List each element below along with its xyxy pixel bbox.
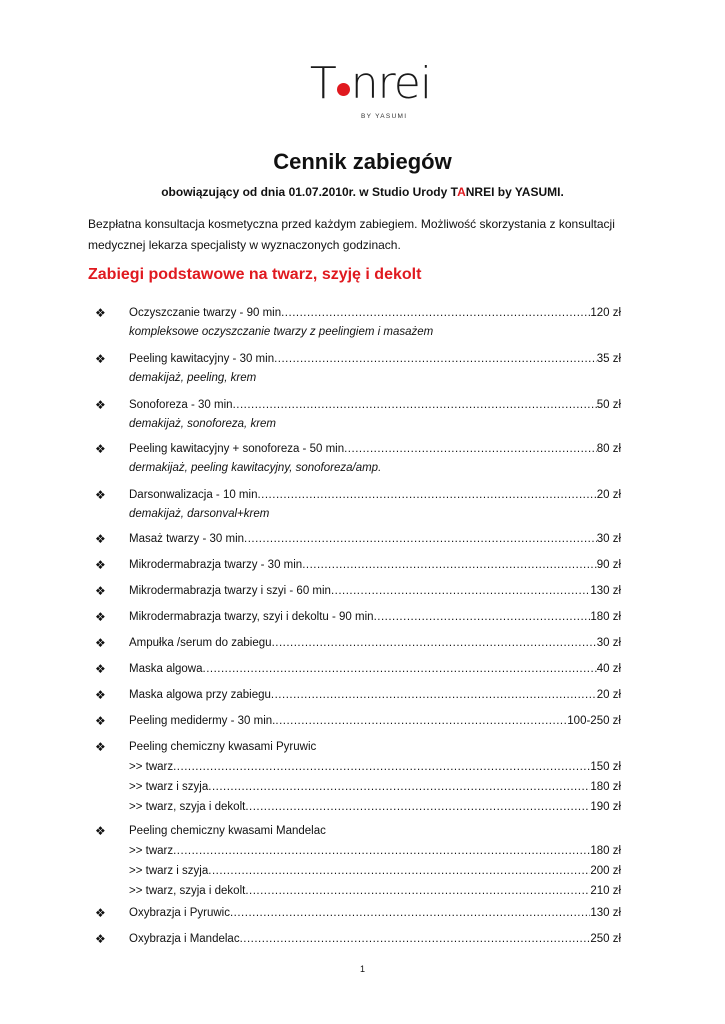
logo-letter-t: T: [309, 58, 336, 109]
price-row: [129, 608, 621, 627]
treatment-name: Mikrodermabrazja twarzy i szyi - 60 min: [129, 585, 331, 597]
treatment-price: 30 zł: [596, 637, 621, 649]
dot-leader: [208, 862, 590, 881]
bullet-icon: ❖: [95, 558, 106, 572]
treatment-name: Maska algowa przy zabiegu: [129, 689, 271, 701]
treatment-price: 180 zł: [590, 845, 621, 857]
treatment-price: 130 zł: [590, 907, 621, 919]
treatment-price: 190 zł: [590, 801, 621, 813]
logo-wordmark: [0, 58, 725, 109]
subtitle-part-2: NREI by YASUMI.: [465, 185, 564, 199]
treatment-name: >> twarz i szyja: [129, 781, 209, 793]
logo-letters-rest: nrei: [350, 58, 432, 109]
price-row: [129, 758, 621, 777]
dot-leader: [331, 582, 590, 601]
price-row: [129, 930, 621, 949]
treatment-price: 40 zł: [596, 663, 621, 675]
treatment-heading: Peeling chemiczny kwasami Mandelac: [129, 825, 326, 837]
bullet-icon: ❖: [95, 488, 106, 502]
intro-paragraph: Bezpłatna konsultacja kosmetyczna przed każdym zabiegiem. Możliwość skorzystania z konsultacji medycznej lekarza specjalisty w wyznaczonych godzinach.: [88, 217, 615, 252]
dot-leader: [344, 440, 597, 459]
treatment-price: 90 zł: [596, 559, 621, 571]
treatment-name: Peeling medidermy - 30 min.: [129, 715, 276, 727]
treatment-price: 35 zł: [596, 353, 621, 365]
bullet-icon: ❖: [95, 306, 106, 320]
price-row: [129, 634, 621, 653]
bullet-icon: ❖: [95, 824, 106, 838]
page-title: Cennik zabiegów: [273, 149, 452, 174]
treatment-name: >> twarz, szyja i dekolt: [129, 801, 246, 813]
dot-leader: [173, 842, 590, 861]
dot-leader: [240, 930, 591, 949]
bullet-icon: ❖: [95, 662, 106, 676]
treatment-description: demakijaż, peeling, krem: [129, 372, 257, 384]
bullet-icon: ❖: [95, 740, 106, 754]
bullet-icon: ❖: [95, 688, 106, 702]
dot-leader: [173, 758, 590, 777]
page-number: 1: [359, 964, 365, 974]
treatment-name: Oczyszczanie twarzy - 90 min: [129, 307, 282, 319]
dot-leader: [245, 798, 590, 817]
treatment-price: 180 zł: [590, 611, 621, 623]
price-row: [129, 556, 621, 575]
treatment-name: Peeling kawitacyjny - 30 min: [129, 353, 275, 365]
price-row: [129, 396, 621, 415]
price-row: [129, 882, 621, 901]
price-row: [129, 862, 621, 881]
dot-leader: [374, 608, 591, 627]
price-row: [129, 660, 621, 679]
treatment-name: >> twarz: [129, 845, 174, 857]
subtitle-part-1: obowiązujący od dnia 01.07.2010r. w Studio Urody T: [161, 185, 458, 199]
treatment-name: Mikrodermabrazja twarzy - 30 min: [129, 559, 303, 571]
treatment-price: 200 zł: [590, 865, 621, 877]
dot-leader: [281, 304, 590, 323]
price-row: [129, 842, 621, 861]
dot-leader: [230, 904, 590, 923]
bullet-icon: ❖: [95, 636, 106, 650]
section-title: Zabiegi podstawowe na twarz, szyję i dekolt: [88, 266, 422, 283]
dot-leader: [233, 396, 597, 415]
bullet-icon: ❖: [95, 532, 106, 546]
treatment-name: Maska algowa: [129, 663, 203, 675]
treatment-price: 20 zł: [596, 689, 621, 701]
treatment-name: Masaż twarzy - 30 min: [129, 533, 245, 545]
price-row: [129, 778, 621, 797]
dot-leader: [274, 350, 597, 369]
treatment-name: Sonoforeza - 30 min: [129, 399, 233, 411]
price-row: [129, 350, 621, 369]
treatment-name: Oxybrazja i Pyruwic: [129, 907, 230, 919]
dot-leader: [272, 634, 597, 653]
treatment-name: Peeling kawitacyjny + sonoforeza - 50 min: [129, 443, 345, 455]
treatment-name: Ampułka /serum do zabiegu: [129, 637, 272, 649]
price-row: [129, 904, 621, 923]
dot-leader: [208, 778, 590, 797]
treatment-price: 50 zł: [596, 399, 621, 411]
price-row: [129, 440, 621, 459]
treatment-price: 20 zł: [596, 489, 621, 501]
treatment-price: 120 zł: [590, 307, 621, 319]
dot-leader: [302, 556, 597, 575]
logo-dot-icon: [337, 83, 350, 96]
treatment-price: 30 zł: [596, 533, 621, 545]
price-row: [129, 486, 621, 505]
treatment-description: kompleksowe oczyszczanie twarzy z peelingiem i masażem: [129, 326, 434, 338]
bullet-icon: ❖: [95, 610, 106, 624]
bullet-icon: ❖: [95, 584, 106, 598]
treatment-price: 150 zł: [590, 761, 621, 773]
treatment-name: >> twarz i szyja: [129, 865, 209, 877]
treatment-name: >> twarz: [129, 761, 174, 773]
treatment-name: Oxybrazja i Mandelac: [129, 933, 240, 945]
bullet-icon: ❖: [95, 932, 106, 946]
bullet-icon: ❖: [95, 352, 106, 366]
treatment-price: 210 zł: [590, 885, 621, 897]
treatment-name: Darsonwalizacja - 10 min: [129, 489, 258, 501]
price-row: [129, 712, 621, 731]
price-row: [129, 582, 621, 601]
treatment-price: 180 zł: [590, 781, 621, 793]
treatment-price: 130 zł: [590, 585, 621, 597]
treatment-description: demakijaż, sonoforeza, krem: [129, 418, 277, 430]
price-row: [129, 530, 621, 549]
treatment-price: 250 zł: [590, 933, 621, 945]
treatment-price: 100-250 zł: [567, 715, 621, 727]
bullet-icon: ❖: [95, 398, 106, 412]
bullet-icon: ❖: [95, 442, 106, 456]
dot-leader: [257, 486, 596, 505]
treatment-description: demakijaż, darsonval+krem: [129, 508, 270, 520]
dot-leader: [203, 660, 597, 679]
logo-subtitle: BY YASUMI: [361, 113, 408, 120]
treatment-name: >> twarz, szyja i dekolt: [129, 885, 246, 897]
bullet-icon: ❖: [95, 906, 106, 920]
treatment-name: Mikrodermabrazja twarzy, szyi i dekoltu - 90 min: [129, 611, 374, 623]
bullet-icon: ❖: [95, 714, 106, 728]
dot-leader: [244, 530, 597, 549]
dot-leader: [245, 882, 590, 901]
dot-leader: [275, 712, 567, 731]
page-subtitle: [0, 185, 725, 199]
price-row: [129, 798, 621, 817]
treatment-price: 80 zł: [596, 443, 621, 455]
dot-leader: [271, 686, 597, 705]
subtitle-accent: A: [457, 185, 466, 199]
price-row: [129, 686, 621, 705]
treatment-description: dermakijaż, peeling kawitacyjny, sonoforeza/amp.: [129, 462, 382, 474]
treatment-heading: Peeling chemiczny kwasami Pyruwic: [129, 741, 317, 753]
price-row: [129, 304, 621, 323]
